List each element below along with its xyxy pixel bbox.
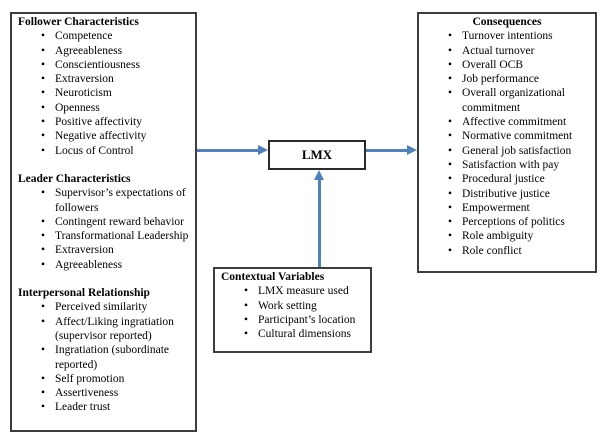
- list-item: • Neuroticism: [35, 86, 189, 100]
- list-item: • Cultural dimensions: [238, 327, 364, 341]
- contextual-variables-box: [213, 267, 372, 353]
- list-item: • Participant’s location: [238, 313, 364, 327]
- list-item: • Self promotion: [35, 372, 189, 386]
- list-item: • Affective commitment: [442, 115, 589, 129]
- arrow-contextual-to-lmx-head-icon: [314, 170, 324, 180]
- list-item: • Affect/Liking ingratiation (supervisor reported): [35, 315, 189, 344]
- list-item: • Overall OCB: [442, 58, 589, 72]
- list-item: • Leader trust: [35, 400, 189, 414]
- consequences-section: [425, 15, 589, 258]
- interpersonal-relationship-title: Interpersonal Relationship: [18, 287, 150, 300]
- interpersonal-relationship-section: [18, 286, 189, 415]
- list-item: • General job satisfaction: [442, 144, 589, 158]
- lmx-label: LMX: [301, 146, 333, 162]
- arrow-antecedents-to-lmx-shaft: [197, 149, 258, 152]
- list-item: • Distributive justice: [442, 187, 589, 201]
- contextual-variables-section: [221, 270, 364, 341]
- leader-characteristics-list: [18, 186, 189, 272]
- list-item: • Conscientiousness: [35, 58, 189, 72]
- arrow-contextual-to-lmx-shaft: [318, 180, 321, 267]
- list-item: • Assertiveness: [35, 386, 189, 400]
- antecedents-box: [10, 12, 197, 432]
- list-item: • Extraversion: [35, 243, 189, 257]
- list-item: • Perceptions of politics: [442, 215, 589, 229]
- follower-characteristics-section: [18, 15, 189, 158]
- list-item: • Locus of Control: [35, 144, 189, 158]
- list-item: • Actual turnover: [442, 44, 589, 58]
- list-item: • Role ambiguity: [442, 229, 589, 243]
- arrow-lmx-to-consequences-head-icon: [407, 145, 417, 155]
- leader-characteristics-section: [18, 172, 189, 272]
- list-item: • Extraversion: [35, 72, 189, 86]
- list-item: • LMX measure used: [238, 284, 364, 298]
- list-item: • Normative commitment: [442, 129, 589, 143]
- list-item: • Procedural justice: [442, 172, 589, 186]
- contextual-variables-list: [221, 284, 364, 341]
- list-item: • Transformational Leadership: [35, 229, 189, 243]
- contextual-variables-title: Contextual Variables: [221, 271, 325, 283]
- follower-characteristics-list: [18, 29, 189, 158]
- list-item: • Perceived similarity: [35, 300, 189, 314]
- list-item: • Contingent reward behavior: [35, 215, 189, 229]
- consequences-list: [425, 29, 589, 258]
- list-item: • Positive affectivity: [35, 115, 189, 129]
- list-item: • Competence: [35, 29, 189, 43]
- interpersonal-relationship-list: [18, 300, 189, 414]
- list-item: • Openness: [35, 101, 189, 115]
- consequences-box: [417, 12, 597, 273]
- list-item: • Supervisor’s expectations of followers: [35, 186, 189, 215]
- consequences-title: Consequences: [472, 16, 542, 28]
- lmx-box: [268, 140, 366, 170]
- list-item: • Negative affectivity: [35, 129, 189, 143]
- list-item: • Role conflict: [442, 244, 589, 258]
- arrow-antecedents-to-lmx-head-icon: [258, 145, 268, 155]
- list-item: • Overall organizational commitment: [442, 86, 589, 115]
- list-item: • Agreeableness: [35, 44, 189, 58]
- list-item: • Empowerment: [442, 201, 589, 215]
- leader-characteristics-title: Leader Characteristics: [18, 172, 131, 185]
- arrow-lmx-to-consequences-shaft: [366, 149, 407, 152]
- list-item: • Turnover intentions: [442, 29, 589, 43]
- follower-characteristics-title: Follower Characteristics: [18, 16, 139, 28]
- list-item: • Work setting: [238, 299, 364, 313]
- list-item: • Ingratiation (subordinate reported): [35, 343, 189, 372]
- list-item: • Satisfaction with pay: [442, 158, 589, 172]
- list-item: • Job performance: [442, 72, 589, 86]
- list-item: • Agreeableness: [35, 258, 189, 272]
